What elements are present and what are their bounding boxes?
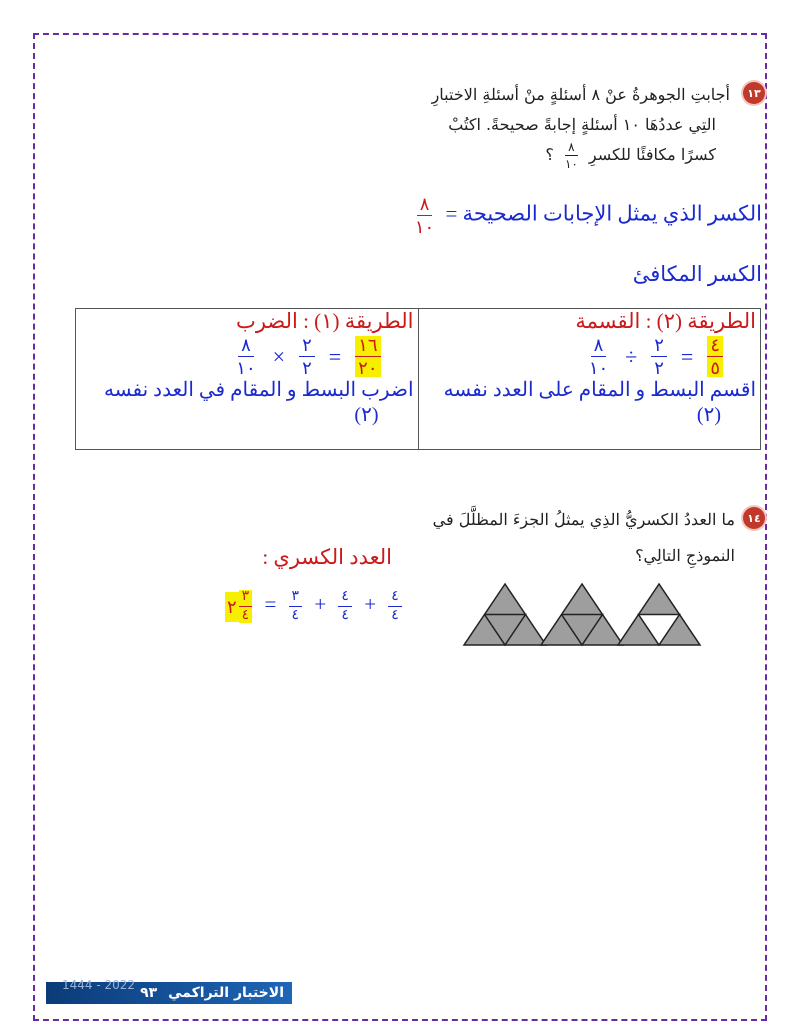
method-1-title: الطريقة (١) : الضرب <box>236 309 414 333</box>
fraction-denominator: ٤ <box>239 607 253 623</box>
methods-table <box>75 308 761 450</box>
q14-line-1: ما العددُ الكسريُّ الذِي يمثلُ الجزءَ المظلَّلَ في <box>432 510 735 529</box>
fraction-numerator: ٨ <box>238 336 254 357</box>
mixed-number-label: العدد الكسري : <box>262 545 392 569</box>
plus-sign: + <box>364 592 377 617</box>
addend-2 <box>338 590 352 623</box>
method-2-description: اقسم البسط و المقام على العدد نفسه <box>443 379 756 401</box>
q13-line-1: أجابتِ الجوهرةُ عنْ ٨ أسئلةٍ منْ أسئلةِ الاختبارِ <box>431 85 730 104</box>
fraction-numerator: ٤ <box>707 336 723 357</box>
method-1-equation <box>80 336 414 377</box>
footer-year: 1444 - 2022 <box>62 978 136 992</box>
question-13-text <box>350 80 730 170</box>
triangle-2-fully-shaded <box>541 584 623 645</box>
fraction-denominator: ١٠ <box>414 217 435 237</box>
question-number: ١٣ <box>747 86 761 100</box>
fraction-denominator: ٤ <box>341 608 349 623</box>
fraction-numerator: ٢ <box>651 336 667 357</box>
page-number: ٩٣ <box>140 985 158 1001</box>
multiply-sign: × <box>272 343 286 369</box>
fraction-denominator: ١٠ <box>588 358 609 378</box>
fraction-denominator: ٤ <box>291 608 300 623</box>
method-1-description: اضرب البسط و المقام في العدد نفسه <box>103 379 414 401</box>
method-1-factor: (٢) <box>354 404 379 426</box>
fraction-numerator: ٨ <box>565 141 577 156</box>
method-2-result <box>707 336 723 377</box>
fraction-denominator: ٤ <box>391 608 399 623</box>
q14-line-2: النموذجِ التالِي؟ <box>635 546 735 565</box>
question-mark: ؟ <box>545 145 554 164</box>
fraction-numerator: ٣ <box>239 590 253 607</box>
question-14-badge <box>743 507 765 529</box>
method-2-divisor <box>651 336 667 377</box>
addend-1 <box>388 590 402 623</box>
q13-line-3 <box>350 140 730 170</box>
fraction-denominator: ٢ <box>302 358 312 378</box>
fraction-numerator: ٤ <box>338 590 352 607</box>
question-14-text <box>375 505 735 571</box>
q13-fraction <box>562 141 581 170</box>
answer-13-statement: الكسر الذي يمثل الإجابات الصحيحة = <box>445 201 762 226</box>
equals-sign: = <box>680 343 694 369</box>
fraction-numerator: ٨ <box>417 195 433 216</box>
answer-13-statement-row <box>409 195 762 236</box>
triangle-1-fully-shaded <box>464 584 546 645</box>
method-2-factor: (٢) <box>696 404 721 426</box>
method-2-equation <box>423 336 757 377</box>
fraction-denominator: ٥ <box>707 357 723 377</box>
fraction-denominator: ١٠ <box>236 358 256 378</box>
equals-sign: = <box>328 343 342 369</box>
method-2-cell <box>418 309 761 450</box>
addend-3 <box>289 590 303 623</box>
mixed-whole: ٢ <box>225 592 239 622</box>
question-number: ١٤ <box>747 511 761 525</box>
equals-sign: = <box>264 592 277 617</box>
fraction-numerator: ٣ <box>289 590 303 607</box>
method-1-cell <box>76 309 419 450</box>
fraction-denominator: ١٠ <box>564 157 578 171</box>
q13-line-3-text: كسرًا مكافئًا للكسرِ <box>588 145 716 164</box>
method-1-original <box>233 336 258 377</box>
footer-title-text: الاختبار التراكمي <box>168 985 284 1001</box>
mixed-fraction-part <box>239 590 253 623</box>
divide-sign: ÷ <box>625 343 638 369</box>
plus-sign: + <box>314 592 327 617</box>
q13-line-2: التِي عددُهَا ١٠ أسئلةٍ إجابةً صحيحةً. اكتُبْ <box>448 115 716 134</box>
fraction-denominator: ٢٠ <box>355 357 380 377</box>
answer-14-equation <box>222 590 405 623</box>
answer-13-fraction <box>412 195 437 236</box>
triangle-3-three-quarters-shaded <box>618 584 700 645</box>
fraction-denominator: ٢ <box>654 358 664 378</box>
method-2-title: الطريقة (٢) : القسمة <box>575 309 756 333</box>
method-1-multiplier <box>299 336 315 377</box>
fraction-numerator: ٤ <box>388 590 402 607</box>
method-1-result <box>355 336 380 377</box>
fraction-numerator: ١٦ <box>355 336 380 357</box>
fraction-numerator: ٢ <box>299 336 315 357</box>
method-2-original <box>586 336 611 377</box>
triangle-model <box>460 578 750 648</box>
equivalent-fraction-label: الكسر المكافئ <box>632 262 762 286</box>
result-fraction <box>225 590 252 623</box>
fraction-numerator: ٨ <box>591 336 607 357</box>
question-13-badge <box>743 82 765 104</box>
